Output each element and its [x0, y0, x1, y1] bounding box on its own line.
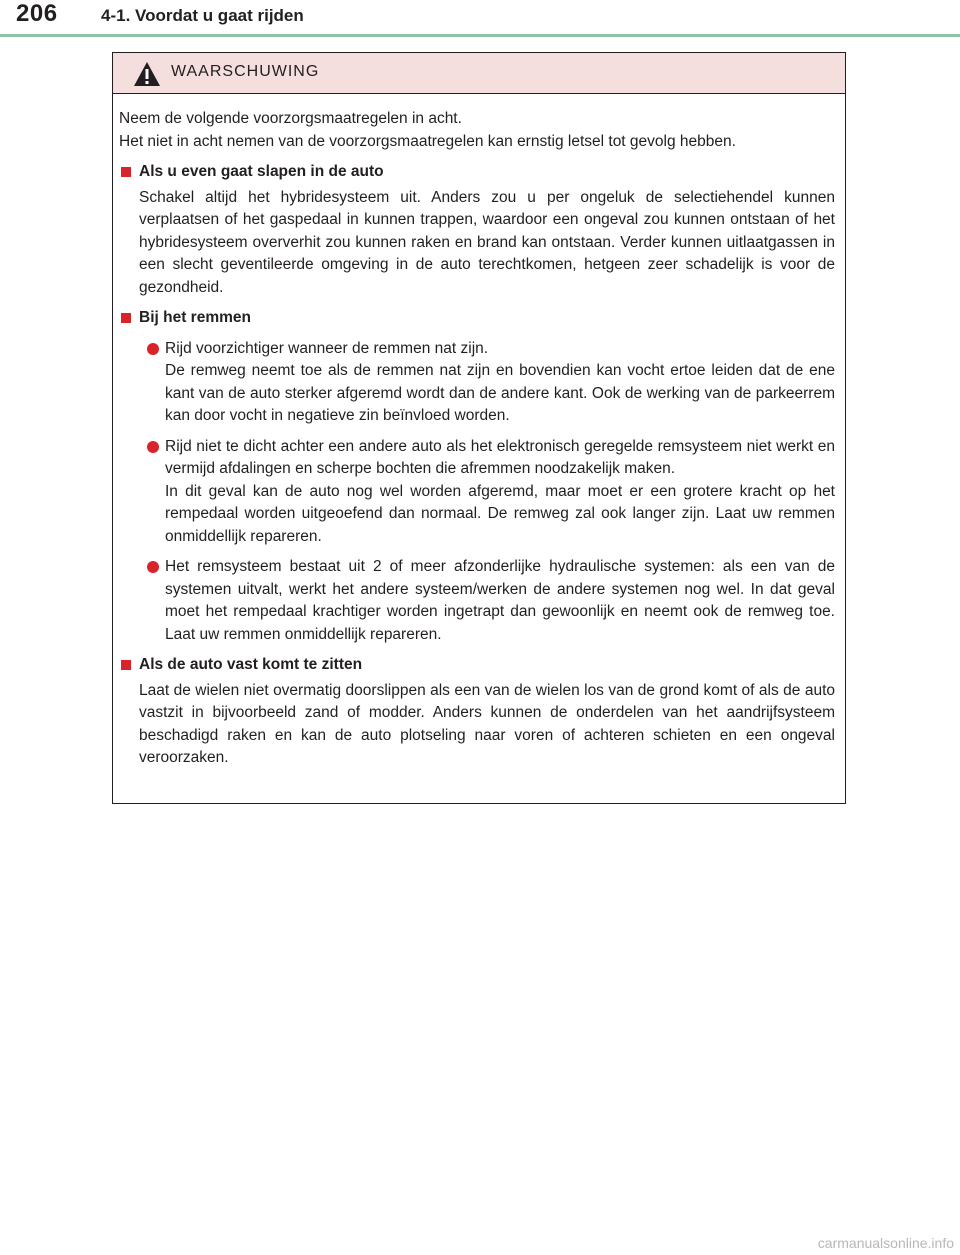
- intro-line: Het niet in acht nemen van de voorzorgsmaatregelen kan ernstig letsel tot gevolg hebben.: [119, 132, 736, 150]
- page-header: [0, 0, 960, 34]
- circle-bullet-icon: [147, 441, 159, 453]
- square-bullet-icon: [121, 660, 131, 670]
- bullet-line: Rijd voorzichtiger wanneer de remmen nat zijn.: [165, 339, 489, 357]
- page-number: 206: [16, 0, 58, 27]
- warning-intro: [119, 108, 835, 153]
- bullet-line: De remweg neemt toe als de remmen nat zijn en bovendien kan vocht ertoe leiden dat de ene kant van de auto sterker afgeremd wordt dan de andere kant. Ook de werking van de parkeerrem kan door vocht in negatieve zin beïnvloed worden.: [165, 362, 835, 424]
- section-heading-text: Als u even gaat slapen in de auto: [139, 163, 384, 180]
- list-item: [147, 436, 835, 549]
- section-heading-text: Bij het remmen: [139, 309, 251, 326]
- warning-title: WAARSCHUWING: [171, 63, 320, 80]
- warning-box: [112, 52, 846, 804]
- section-heading-text: Als de auto vast komt te zitten: [139, 656, 363, 673]
- bullet-line: Het remsysteem bestaat uit 2 of meer afzonderlijke hydraulische systemen: als een van de systemen uitvalt, werkt het andere systeem/werken de andere systemen nog wel. In dat geval moet het rempedaal krachtiger worden ingetrapt dan gewoonlijk en neemt ook de remweg toe. Laat uw remmen onmiddellijk repareren.: [165, 558, 835, 643]
- section-heading-braking: [119, 307, 835, 330]
- section-heading-stuck: [119, 654, 835, 677]
- warning-body: [113, 94, 845, 770]
- header-divider: [0, 34, 960, 37]
- circle-bullet-icon: [147, 343, 159, 355]
- bullet-line: In dit geval kan de auto nog wel worden afgeremd, maar moet er een grotere kracht op het rempedaal worden uitgeoefend dan normaal. De remweg zal ook langer zijn. Laat uw remmen onmiddellijk repareren.: [165, 482, 835, 545]
- warning-header: [113, 53, 845, 94]
- square-bullet-icon: [121, 167, 131, 177]
- square-bullet-icon: [121, 313, 131, 323]
- section-text-stuck: Laat de wielen niet overmatig doorslippen als een van de wielen los van de grond komt of als de auto vastzit in bijvoorbeeld zand of modder. Anders kunnen de onderdelen van het aandrijfsysteem beschadigd raken en kan de auto plotseling naar voren of achteren schieten en een ongeval veroorzaken.: [139, 681, 835, 766]
- bullet-line: Rijd niet te dicht achter een andere auto als het elektronisch geregelde remsysteem niet werkt en vermijd afdalingen en scherpe bochten die afremmen noodzakelijk maken.: [165, 437, 835, 477]
- list-item: [147, 556, 835, 646]
- list-item: [147, 338, 835, 428]
- watermark: carmanualsonline.info: [817, 1235, 954, 1251]
- section-title: 4-1. Voordat u gaat rijden: [101, 6, 304, 25]
- warning-triangle-icon: [133, 61, 161, 87]
- section-heading-sleeping: [119, 161, 835, 184]
- circle-bullet-icon: [147, 561, 159, 573]
- section-text-sleeping: Schakel altijd het hybridesysteem uit. Anders zou u per ongeluk de selectiehendel kunnen verplaatsen of het gaspedaal in kunnen trappen, waardoor een ongeval zou kunnen ontstaan of het hybridesysteem oververhit zou kunnen raken en brand kan ontstaan. Verder kunnen uitlaatgassen in een slecht geventileerde omgeving in de auto terechtkomen, hetgeen zeer schadelijk is voor de gezondheid.: [139, 188, 835, 296]
- intro-line: Neem de volgende voorzorgsmaatregelen in acht.: [119, 110, 462, 127]
